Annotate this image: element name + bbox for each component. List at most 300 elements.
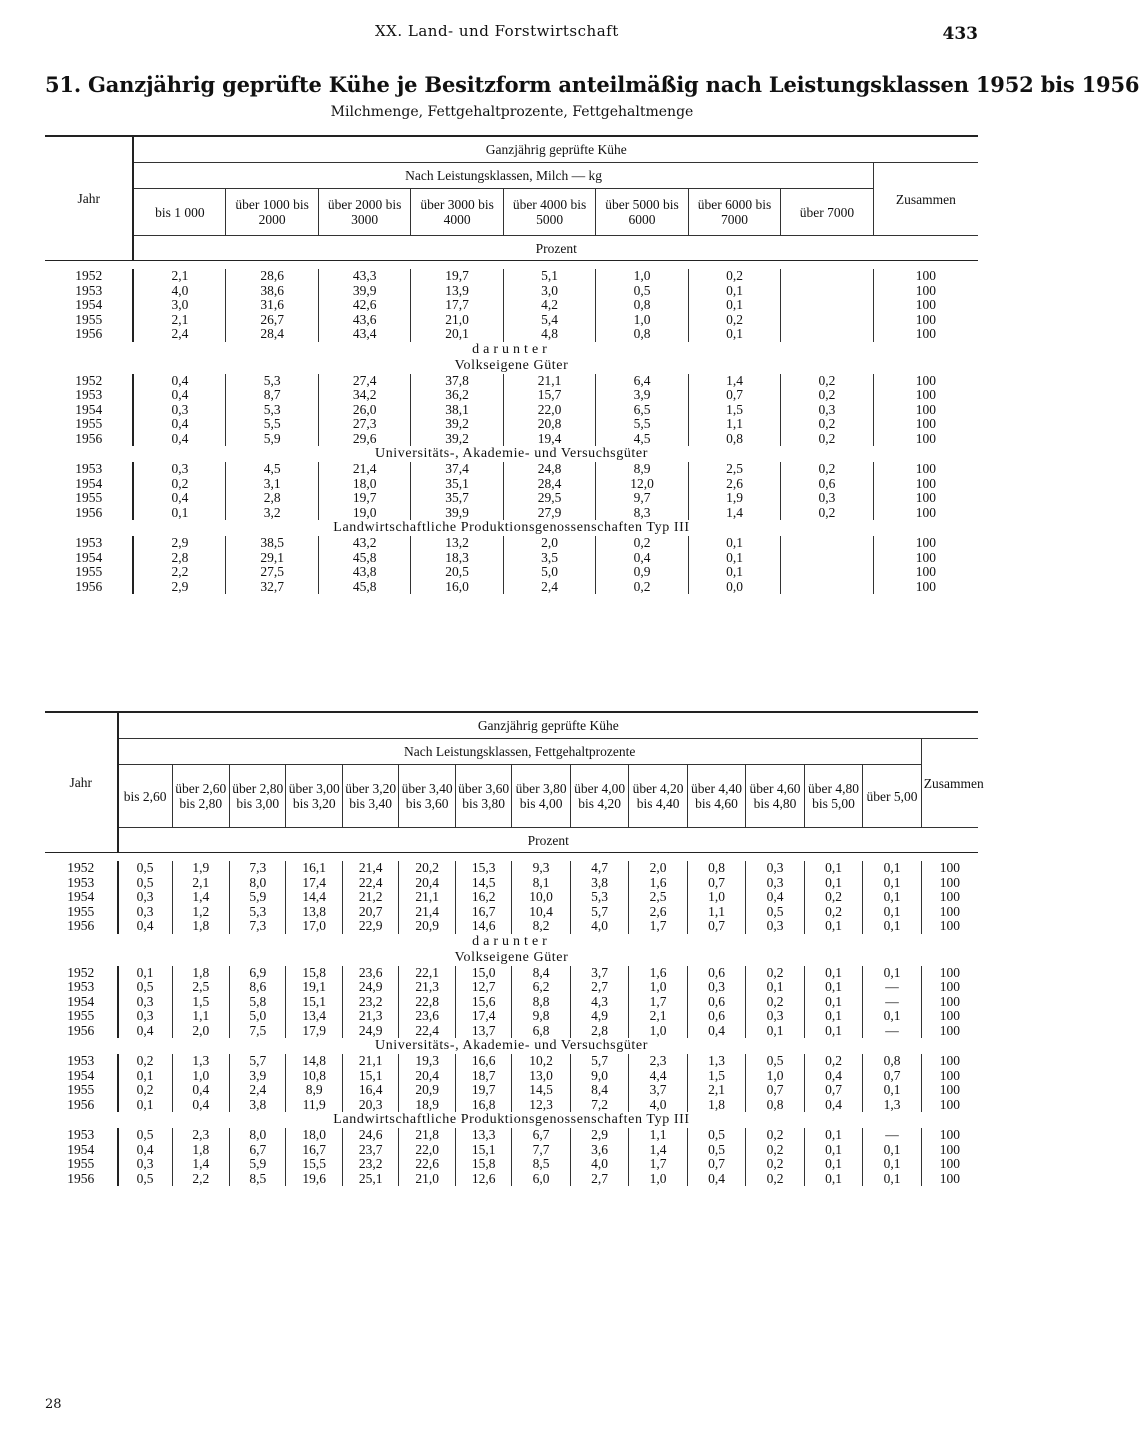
total-cell: 100 [921, 1157, 978, 1172]
value-cell: 0,8 [746, 1098, 804, 1113]
sub-header: Nach Leistungsklassen, Fettgehaltprozente [118, 739, 922, 765]
value-cell: 0,2 [746, 1143, 804, 1158]
value-cell: 0,5 [746, 1054, 804, 1069]
value-cell: 0,1 [688, 298, 780, 313]
value-cell: 1,4 [688, 506, 780, 521]
total-cell: 100 [873, 432, 978, 447]
value-cell: 10,8 [286, 1069, 342, 1084]
value-cell [781, 269, 873, 284]
value-cell: 8,9 [596, 462, 688, 477]
value-cell: 0,6 [781, 477, 873, 492]
value-cell: 27,4 [318, 374, 410, 389]
value-cell: 4,0 [133, 284, 225, 299]
value-cell: 39,9 [318, 284, 410, 299]
value-cell: 4,9 [570, 1009, 628, 1024]
table-row [45, 966, 978, 981]
value-cell: 0,1 [863, 1143, 921, 1158]
value-cell: 5,5 [596, 417, 688, 432]
value-cell: 0,3 [133, 403, 225, 418]
value-cell: 9,7 [596, 491, 688, 506]
value-cell: 5,9 [226, 432, 318, 447]
value-cell: 21,3 [399, 980, 455, 995]
value-cell: 18,3 [411, 551, 503, 566]
value-cell: 0,1 [118, 1069, 172, 1084]
value-cell: 1,0 [596, 269, 688, 284]
value-cell: 27,9 [503, 506, 595, 521]
value-cell: 8,7 [226, 388, 318, 403]
value-cell: 21,0 [411, 313, 503, 328]
value-cell: 0,5 [687, 1128, 745, 1143]
value-cell: 2,0 [503, 536, 595, 551]
group-header: Ganzjährig geprüfte Kühe [118, 712, 978, 739]
value-cell: 0,5 [746, 905, 804, 920]
value-cell: 15,3 [455, 861, 511, 876]
value-cell: 0,7 [687, 1157, 745, 1172]
column-header: bis 2,60 [118, 765, 172, 828]
value-cell: 1,8 [172, 1143, 229, 1158]
value-cell: 16,0 [411, 580, 503, 595]
year-cell: 1952 [67, 860, 95, 875]
year-cell: 1956 [67, 1096, 95, 1112]
value-cell: 0,5 [118, 861, 172, 876]
milk-yield-table [45, 135, 978, 594]
table-row [45, 1128, 978, 1143]
value-cell: 0,5 [687, 1143, 745, 1158]
year-cell: 1956 [75, 430, 103, 446]
value-cell: 20,8 [503, 417, 595, 432]
value-cell: — [863, 1128, 921, 1143]
year-cell: 1955 [67, 1156, 95, 1171]
value-cell: 3,8 [570, 876, 628, 891]
value-cell: 15,8 [286, 966, 342, 981]
column-header: über 3,40 bis 3,60 [399, 765, 455, 828]
value-cell: 27,3 [318, 417, 410, 432]
value-cell: 1,4 [172, 1157, 229, 1172]
value-cell: 0,2 [746, 1157, 804, 1172]
value-cell: 5,3 [226, 403, 318, 418]
table-row [45, 1157, 978, 1172]
value-cell: 4,0 [629, 1098, 687, 1113]
table-row [45, 876, 978, 891]
value-cell: 2,0 [172, 1024, 229, 1039]
total-cell: 100 [873, 284, 978, 299]
year-cell: 1953 [75, 535, 103, 550]
value-cell: 4,8 [503, 327, 595, 342]
sub-header: Nach Leistungsklassen, Milch — kg [133, 163, 873, 189]
year-cell: 1954 [75, 549, 103, 565]
total-cell: 100 [921, 861, 978, 876]
total-cell: 100 [873, 491, 978, 506]
value-cell: 8,6 [230, 980, 286, 995]
value-cell: 0,4 [118, 919, 172, 934]
value-cell: 8,4 [512, 966, 570, 981]
value-cell: 22,8 [399, 995, 455, 1010]
value-cell: 7,2 [570, 1098, 628, 1113]
footer-mark: 28 [45, 1397, 62, 1412]
value-cell: 21,1 [399, 890, 455, 905]
column-header: über 4,60 bis 4,80 [746, 765, 804, 828]
value-cell: 8,9 [286, 1083, 342, 1098]
value-cell: 0,4 [133, 491, 225, 506]
value-cell: 39,2 [411, 417, 503, 432]
table-row [45, 462, 978, 477]
year-cell: 1956 [67, 1022, 95, 1038]
value-cell: 8,2 [512, 919, 570, 934]
value-cell: 22,6 [399, 1157, 455, 1172]
value-cell: 18,9 [399, 1098, 455, 1113]
value-cell: 0,8 [596, 298, 688, 313]
value-cell: 0,4 [804, 1098, 862, 1113]
value-cell: 16,6 [455, 1054, 511, 1069]
value-cell: 14,8 [286, 1054, 342, 1069]
value-cell: 0,6 [687, 1009, 745, 1024]
value-cell: 7,7 [512, 1143, 570, 1158]
value-cell: 45,8 [318, 580, 410, 595]
value-cell: 23,2 [342, 995, 398, 1010]
value-cell: 2,6 [688, 477, 780, 492]
value-cell: 19,7 [318, 491, 410, 506]
value-cell: 15,0 [455, 966, 511, 981]
value-cell: 0,1 [863, 966, 921, 981]
value-cell: 10,2 [512, 1054, 570, 1069]
value-cell: 8,3 [596, 506, 688, 521]
value-cell: 35,1 [411, 477, 503, 492]
value-cell: 0,4 [118, 1024, 172, 1039]
table-row [45, 1098, 978, 1113]
value-cell: 3,7 [629, 1083, 687, 1098]
total-cell: 100 [873, 417, 978, 432]
value-cell: 1,4 [688, 374, 780, 389]
value-cell: 0,1 [804, 1157, 862, 1172]
value-cell: 23,6 [342, 966, 398, 981]
value-cell: 16,7 [455, 905, 511, 920]
value-cell: 0,1 [804, 1172, 862, 1187]
table-row [45, 313, 978, 328]
value-cell [781, 580, 873, 595]
value-cell: 0,4 [687, 1024, 745, 1039]
value-cell: 5,9 [230, 890, 286, 905]
value-cell: 5,9 [230, 1157, 286, 1172]
year-cell: 1954 [75, 475, 103, 491]
value-cell: 0,7 [687, 919, 745, 934]
value-cell: 20,4 [399, 876, 455, 891]
value-cell: 0,2 [746, 966, 804, 981]
value-cell: 12,6 [455, 1172, 511, 1187]
value-cell: 15,6 [455, 995, 511, 1010]
value-cell: 0,9 [596, 565, 688, 580]
table-row [45, 477, 978, 492]
value-cell: 5,0 [230, 1009, 286, 1024]
value-cell: 21,8 [399, 1128, 455, 1143]
value-cell: 0,1 [804, 1128, 862, 1143]
value-cell: 23,6 [399, 1009, 455, 1024]
value-cell: 1,4 [629, 1143, 687, 1158]
value-cell: 26,0 [318, 403, 410, 418]
value-cell: 38,1 [411, 403, 503, 418]
value-cell: 28,4 [503, 477, 595, 492]
value-cell: 13,7 [455, 1024, 511, 1039]
value-cell: 1,1 [629, 1128, 687, 1143]
value-cell: 42,6 [318, 298, 410, 313]
value-cell: 0,2 [596, 580, 688, 595]
value-cell: 22,0 [503, 403, 595, 418]
section-title: Volkseigene Güter [454, 357, 569, 373]
value-cell: 14,6 [455, 919, 511, 934]
column-header: über 2000 bis 3000 [318, 189, 410, 236]
total-cell: 100 [873, 269, 978, 284]
unit-header: Prozent [133, 236, 978, 261]
column-header: über 4,40 bis 4,60 [687, 765, 745, 828]
value-cell: 0,3 [746, 1009, 804, 1024]
value-cell: 2,1 [172, 876, 229, 891]
value-cell: 9,3 [512, 861, 570, 876]
value-cell: — [863, 995, 921, 1010]
value-cell: 24,6 [342, 1128, 398, 1143]
value-cell: — [863, 980, 921, 995]
value-cell: 1,1 [688, 417, 780, 432]
total-cell: 100 [873, 403, 978, 418]
year-cell: 1954 [75, 401, 103, 417]
column-header: über 4,20 bis 4,40 [629, 765, 687, 828]
value-cell: 0,2 [781, 417, 873, 432]
value-cell: 18,7 [455, 1069, 511, 1084]
table-row [45, 298, 978, 313]
value-cell: 0,8 [688, 432, 780, 447]
value-cell: 6,9 [230, 966, 286, 981]
value-cell: 0,3 [746, 876, 804, 891]
value-cell: 2,2 [172, 1172, 229, 1187]
value-cell: 0,4 [133, 374, 225, 389]
value-cell: 1,1 [687, 905, 745, 920]
value-cell: 28,6 [226, 269, 318, 284]
value-cell: 31,6 [226, 298, 318, 313]
value-cell: 20,3 [342, 1098, 398, 1113]
value-cell: 20,2 [399, 861, 455, 876]
table-row [45, 1009, 978, 1024]
column-header: über 2,80 bis 3,00 [230, 765, 286, 828]
value-cell: 2,8 [226, 491, 318, 506]
value-cell: 15,1 [286, 995, 342, 1010]
value-cell: 2,9 [133, 536, 225, 551]
value-cell: 39,9 [411, 506, 503, 521]
value-cell: 0,1 [863, 1157, 921, 1172]
value-cell: 13,0 [512, 1069, 570, 1084]
value-cell: 0,4 [118, 1143, 172, 1158]
value-cell: 19,1 [286, 980, 342, 995]
value-cell: 16,1 [286, 861, 342, 876]
total-cell: 100 [873, 327, 978, 342]
table-row [45, 374, 978, 389]
value-cell: 8,0 [230, 876, 286, 891]
table-subtitle: Milchmenge, Fettgehaltprozente, Fettgehaltmenge [330, 104, 694, 120]
value-cell: 0,2 [118, 1054, 172, 1069]
value-cell: 1,0 [629, 980, 687, 995]
value-cell: 2,8 [570, 1024, 628, 1039]
year-cell: 1953 [67, 1127, 95, 1142]
section-title: darunter [472, 341, 551, 357]
value-cell [781, 327, 873, 342]
value-cell: 3,7 [570, 966, 628, 981]
value-cell: 21,4 [399, 905, 455, 920]
value-cell: 13,4 [286, 1009, 342, 1024]
table-row [45, 417, 978, 432]
value-cell: 1,1 [172, 1009, 229, 1024]
value-cell: 0,8 [863, 1054, 921, 1069]
table-row [45, 1083, 978, 1098]
value-cell: 0,1 [804, 980, 862, 995]
value-cell: 0,1 [863, 876, 921, 891]
value-cell: 20,4 [399, 1069, 455, 1084]
total-cell: 100 [921, 980, 978, 995]
value-cell: 14,5 [512, 1083, 570, 1098]
value-cell: 38,6 [226, 284, 318, 299]
table-row [45, 980, 978, 995]
value-cell: 43,8 [318, 565, 410, 580]
value-cell: 19,3 [399, 1054, 455, 1069]
value-cell: 1,2 [172, 905, 229, 920]
unit-header: Prozent [118, 828, 978, 853]
value-cell: 0,6 [687, 966, 745, 981]
table-row [45, 890, 978, 905]
value-cell: 0,4 [133, 388, 225, 403]
value-cell: 18,0 [286, 1128, 342, 1143]
year-cell: 1953 [67, 979, 95, 994]
value-cell: 0,1 [863, 890, 921, 905]
value-cell: 17,4 [286, 876, 342, 891]
value-cell: 22,9 [342, 919, 398, 934]
value-cell: 15,1 [455, 1143, 511, 1158]
value-cell: 1,9 [172, 861, 229, 876]
value-cell: 22,4 [342, 876, 398, 891]
value-cell: 1,0 [629, 1172, 687, 1187]
value-cell: 23,7 [342, 1143, 398, 1158]
table-row [45, 506, 978, 521]
value-cell: 19,7 [455, 1083, 511, 1098]
value-cell: 3,1 [226, 477, 318, 492]
value-cell: 3,2 [226, 506, 318, 521]
value-cell: 6,7 [512, 1128, 570, 1143]
value-cell: 24,8 [503, 462, 595, 477]
value-cell: 3,9 [596, 388, 688, 403]
value-cell: 2,2 [133, 565, 225, 580]
value-cell: 23,2 [342, 1157, 398, 1172]
value-cell: 16,8 [455, 1098, 511, 1113]
value-cell: 0,1 [688, 327, 780, 342]
value-cell: 35,7 [411, 491, 503, 506]
value-cell: 15,7 [503, 388, 595, 403]
value-cell: 2,7 [570, 980, 628, 995]
table-row [45, 403, 978, 418]
value-cell: 27,5 [226, 565, 318, 580]
value-cell: 3,8 [230, 1098, 286, 1113]
table-row [45, 432, 978, 447]
value-cell: 0,4 [746, 890, 804, 905]
value-cell: 0,6 [687, 995, 745, 1010]
value-cell: 4,5 [226, 462, 318, 477]
total-cell: 100 [873, 536, 978, 551]
value-cell: 0,1 [688, 565, 780, 580]
value-cell: 2,8 [133, 551, 225, 566]
value-cell: 1,0 [596, 313, 688, 328]
value-cell: 1,9 [688, 491, 780, 506]
value-cell: 1,0 [746, 1069, 804, 1084]
table-row [45, 580, 978, 595]
value-cell: 0,4 [133, 432, 225, 447]
total-cell: 100 [921, 1128, 978, 1143]
value-cell: 3,0 [503, 284, 595, 299]
value-cell: 24,9 [342, 980, 398, 995]
value-cell: 1,3 [863, 1098, 921, 1113]
total-cell: 100 [921, 905, 978, 920]
column-header: über 4,80 bis 5,00 [804, 765, 862, 828]
year-cell: 1955 [75, 416, 103, 431]
table-row [45, 1054, 978, 1069]
value-cell: 1,7 [629, 919, 687, 934]
value-cell: 6,5 [596, 403, 688, 418]
value-cell: 5,3 [226, 374, 318, 389]
value-cell: 0,7 [804, 1083, 862, 1098]
value-cell: 0,1 [804, 966, 862, 981]
value-cell: 0,1 [804, 919, 862, 934]
table-row [45, 491, 978, 506]
total-cell: 100 [873, 298, 978, 313]
value-cell: 1,3 [172, 1054, 229, 1069]
total-cell: 100 [921, 995, 978, 1010]
value-cell: 8,4 [570, 1083, 628, 1098]
value-cell [781, 298, 873, 313]
value-cell: 5,7 [570, 905, 628, 920]
value-cell: 18,0 [318, 477, 410, 492]
value-cell: 20,9 [399, 1083, 455, 1098]
running-header [0, 22, 1024, 46]
value-cell: 0,2 [781, 432, 873, 447]
value-cell: 43,3 [318, 269, 410, 284]
value-cell: 7,3 [230, 919, 286, 934]
value-cell: 11,9 [286, 1098, 342, 1113]
value-cell: 16,4 [342, 1083, 398, 1098]
value-cell: 21,4 [318, 462, 410, 477]
value-cell: 22,1 [399, 966, 455, 981]
value-cell: 43,4 [318, 327, 410, 342]
value-cell: 2,5 [688, 462, 780, 477]
value-cell: 1,7 [629, 1157, 687, 1172]
value-cell: 1,4 [172, 890, 229, 905]
value-cell: 5,1 [503, 269, 595, 284]
value-cell: 0,1 [863, 919, 921, 934]
value-cell: 8,5 [230, 1172, 286, 1187]
value-cell: 0,1 [804, 1009, 862, 1024]
value-cell: 17,7 [411, 298, 503, 313]
value-cell: 16,7 [286, 1143, 342, 1158]
total-cell: 100 [873, 506, 978, 521]
value-cell: 0,2 [118, 1083, 172, 1098]
year-cell: 1952 [67, 964, 95, 980]
total-cell: 100 [921, 890, 978, 905]
value-cell: 4,0 [570, 1157, 628, 1172]
year-cell: 1953 [67, 874, 95, 890]
value-cell: 0,3 [781, 403, 873, 418]
value-cell: 8,0 [230, 1128, 286, 1143]
value-cell: 0,3 [118, 1009, 172, 1024]
value-cell: 8,5 [512, 1157, 570, 1172]
value-cell: 2,9 [570, 1128, 628, 1143]
total-cell: 100 [873, 388, 978, 403]
year-cell: 1954 [75, 297, 103, 312]
value-cell [781, 284, 873, 299]
column-header: über 4000 bis 5000 [503, 189, 595, 236]
value-cell: 21,0 [399, 1172, 455, 1187]
value-cell: 0,3 [118, 1157, 172, 1172]
